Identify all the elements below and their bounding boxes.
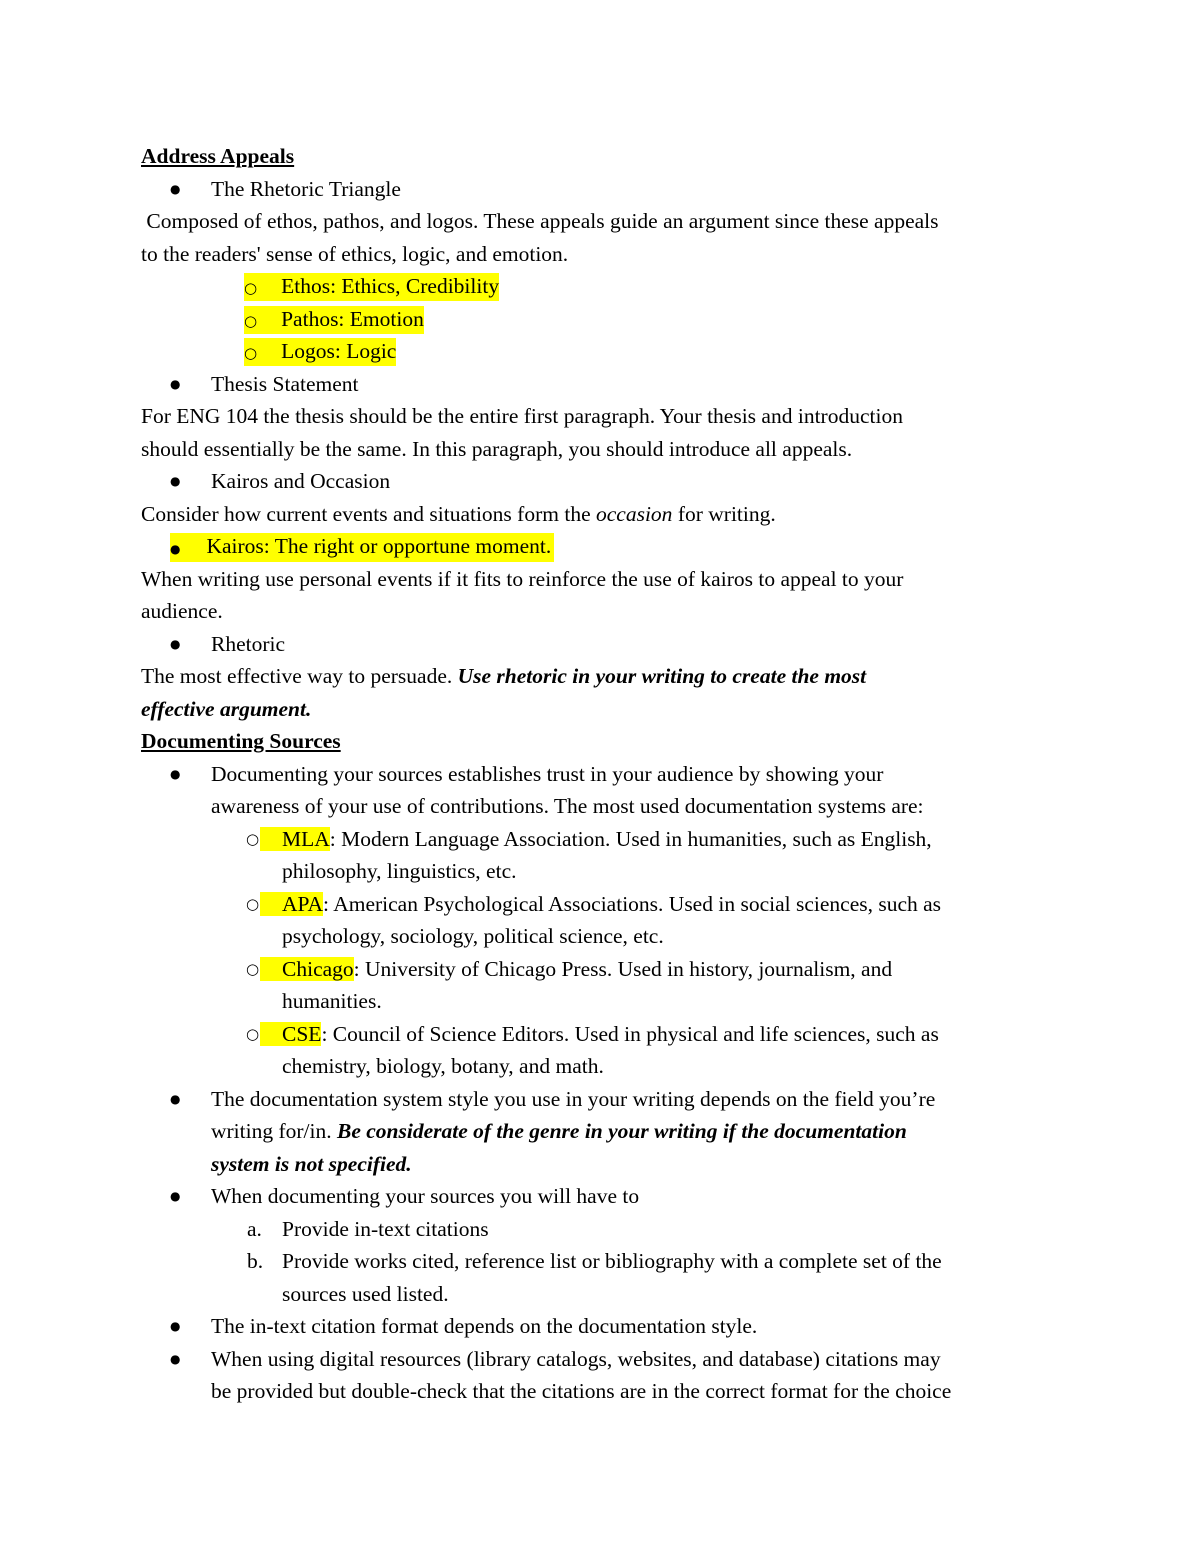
paragraph-line: to the readers' sense of ethics, logic, and emotion.: [141, 242, 569, 266]
bullet-icon: ●: [170, 1092, 181, 1106]
bullet-icon: ●: [170, 377, 181, 391]
bullet-documenting-intro: Documenting your sources establishes trust in your audience by showing your: [211, 762, 884, 786]
system-item-cse: CSE: Council of Science Editors. Used in physical and life sciences, such as: [260, 1021, 939, 1047]
bullet-icon: ●: [170, 542, 181, 556]
circle-bullet-icon: ○: [244, 279, 258, 297]
paragraph-line: psychology, sociology, political science, etc.: [282, 924, 664, 948]
paragraph-line: Composed of ethos, pathos, and logos. These appeals guide an argument since these appeals: [141, 209, 939, 233]
bullet-icon: ●: [170, 474, 181, 488]
list-marker-b: b.: [247, 1249, 264, 1273]
paragraph-line: When writing use personal events if it fits to reinforce the use of kairos to appeal to your: [141, 567, 904, 591]
system-item-mla: MLA: Modern Language Association. Used in humanities, such as English,: [260, 826, 932, 852]
bold-italic-emphasis: system is not specified.: [211, 1152, 412, 1176]
bullet-documentation-style: The documentation system style you use in your writing depends on the field you’re: [211, 1087, 936, 1111]
paragraph-line: awareness of your use of contributions. The most used documentation systems are:: [211, 794, 924, 818]
emphasis-occasion: occasion: [596, 502, 673, 526]
paragraph-line: Consider how current events and situations form the occasion for writing.: [141, 502, 776, 526]
section-heading-address-appeals: Address Appeals: [141, 144, 295, 168]
circle-bullet-icon: ○: [244, 312, 258, 330]
highlighted-subitem-pathos: ○ Pathos: Emotion: [244, 306, 424, 334]
bullet-rhetoric: Rhetoric: [211, 632, 286, 656]
bullet-icon: ●: [170, 1319, 181, 1333]
highlight-chicago: Chicago: [260, 957, 354, 981]
bullet-icon: ●: [170, 182, 181, 196]
bullet-when-documenting: When documenting your sources you will have to: [211, 1184, 640, 1208]
highlighted-subitem-logos: ○ Logos: Logic: [244, 338, 396, 366]
bullet-rhetoric-triangle: The Rhetoric Triangle: [211, 177, 401, 201]
paragraph-line: philosophy, linguistics, etc.: [282, 859, 517, 883]
bullet-icon: ●: [170, 637, 181, 651]
list-item-a: Provide in-text citations: [282, 1217, 489, 1241]
circle-bullet-icon: ○: [244, 344, 258, 362]
bullet-digital-resources: When using digital resources (library catalogs, websites, and database) citations may: [211, 1347, 941, 1371]
paragraph-line: be provided but double-check that the citations are in the correct format for the choice: [211, 1379, 952, 1403]
system-item-apa: APA: American Psychological Associations. Used in social sciences, such as: [260, 891, 941, 917]
highlighted-subitem-ethos: ○ Ethos: Ethics, Credibility: [244, 273, 499, 301]
bold-italic-emphasis: effective argument.: [141, 697, 312, 721]
bullet-intext-citation: The in-text citation format depends on the documentation style.: [211, 1314, 758, 1338]
highlighted-bullet-kairos: ● Kairos: The right or opportune moment.: [170, 533, 554, 562]
bullet-icon: ●: [170, 1352, 181, 1366]
circle-bullet-icon: ○: [246, 895, 260, 913]
highlight-mla: MLA: [260, 827, 330, 851]
paragraph-line: For ENG 104 the thesis should be the entire first paragraph. Your thesis and introduction: [141, 404, 903, 428]
bold-italic-emphasis: Be considerate of the genre in your writing if the documentation: [337, 1119, 907, 1143]
list-marker-a: a.: [247, 1217, 262, 1241]
bullet-kairos-occasion: Kairos and Occasion: [211, 469, 391, 493]
section-heading-documenting-sources: Documenting Sources: [141, 729, 341, 753]
list-item-b: Provide works cited, reference list or bibliography with a complete set of the: [282, 1249, 942, 1273]
paragraph-line: sources used listed.: [282, 1282, 449, 1306]
paragraph-line: chemistry, biology, botany, and math.: [282, 1054, 604, 1078]
paragraph-line: writing for/in. Be considerate of the genre in your writing if the documentation: [211, 1119, 907, 1143]
bold-italic-emphasis: Use rhetoric in your writing to create the most: [457, 664, 867, 688]
paragraph-line: The most effective way to persuade. Use rhetoric in your writing to create the most: [141, 664, 867, 688]
bullet-thesis-statement: Thesis Statement: [211, 372, 359, 396]
circle-bullet-icon: ○: [246, 830, 260, 848]
highlight-cse: CSE: [260, 1022, 321, 1046]
paragraph-line: should essentially be the same. In this paragraph, you should introduce all appeals.: [141, 437, 853, 461]
bullet-icon: ●: [170, 767, 181, 781]
system-item-chicago: Chicago: University of Chicago Press. Used in history, journalism, and: [260, 956, 892, 982]
paragraph-line: humanities.: [282, 989, 382, 1013]
highlight-apa: APA: [260, 892, 323, 916]
paragraph-line: audience.: [141, 599, 223, 623]
bullet-icon: ●: [170, 1189, 181, 1203]
circle-bullet-icon: ○: [246, 1025, 260, 1043]
circle-bullet-icon: ○: [246, 960, 260, 978]
